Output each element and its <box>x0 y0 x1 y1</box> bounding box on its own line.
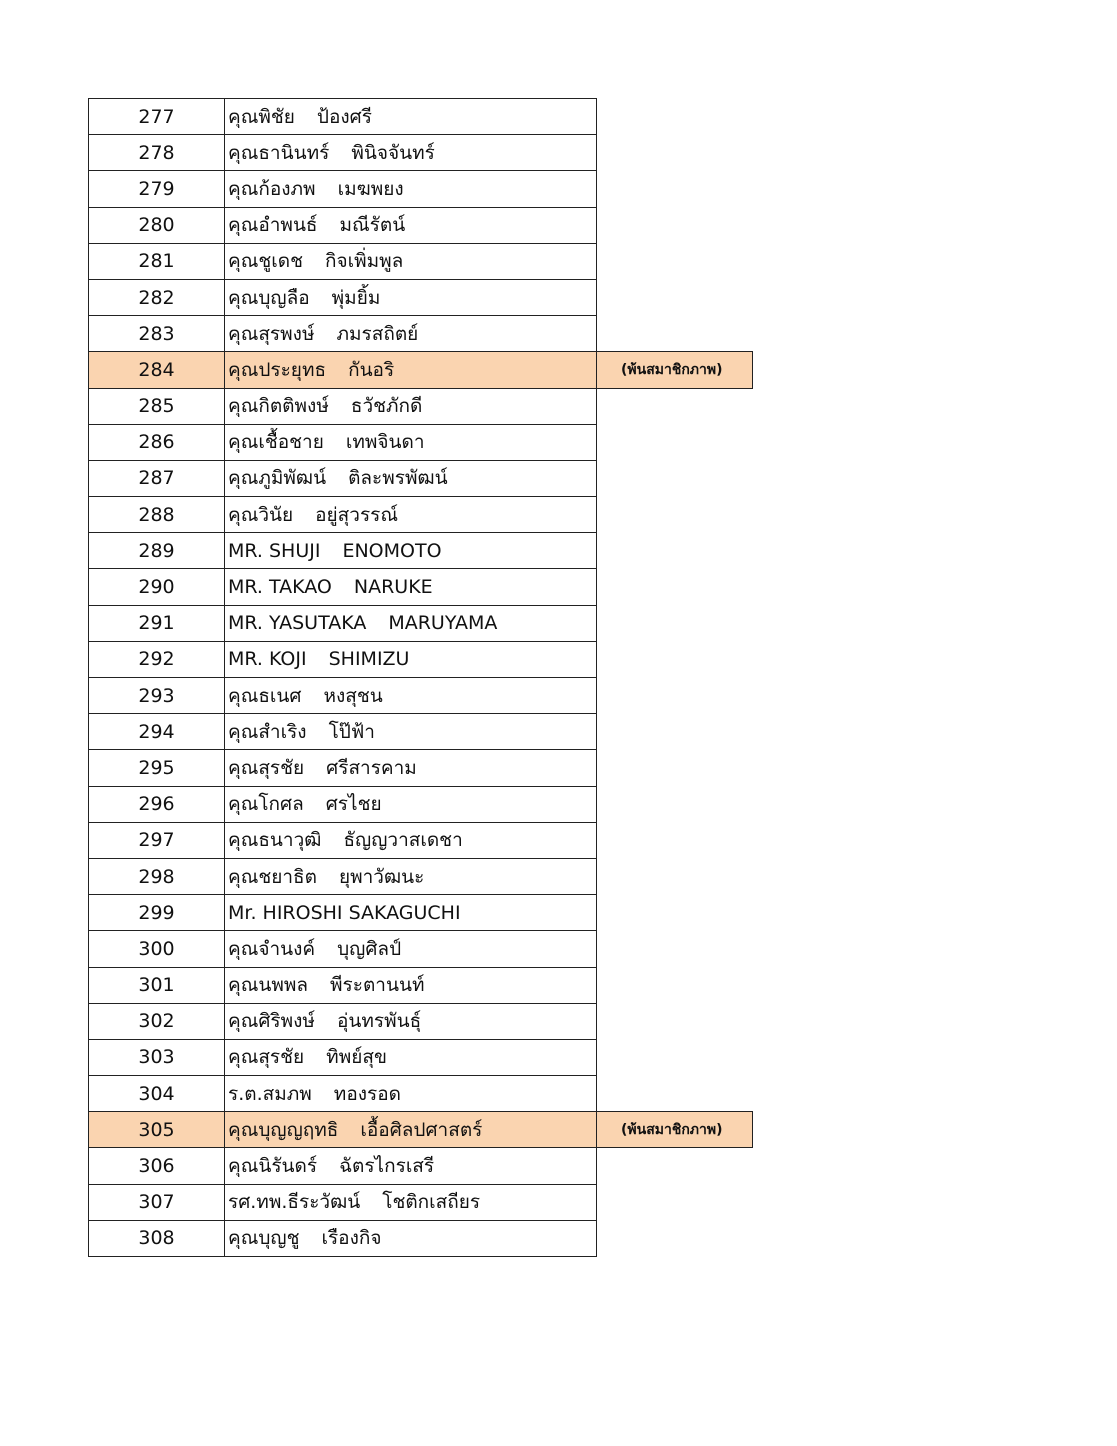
table-row <box>89 714 753 750</box>
member-last-name: โชติกเสถียร <box>382 1191 481 1214</box>
member-first-name: คุณเชื้อชาย <box>228 431 324 454</box>
member-number: 288 <box>89 497 225 533</box>
member-first-name: คุณศิริพงษ์ <box>228 1010 315 1033</box>
table-row <box>89 388 753 424</box>
member-list-body <box>89 99 753 1257</box>
member-number: 293 <box>89 678 225 714</box>
member-last-name: หงสุชน <box>323 684 383 707</box>
member-number: 297 <box>89 822 225 858</box>
member-name <box>225 605 597 641</box>
member-last-name: เมฆพยง <box>337 177 404 200</box>
member-number: 282 <box>89 279 225 315</box>
member-name <box>225 460 597 496</box>
member-name <box>225 316 597 352</box>
member-number: 287 <box>89 460 225 496</box>
member-first-name: คุณก้องภพ <box>228 177 316 200</box>
membership-status-note <box>597 207 753 243</box>
table-row <box>89 641 753 677</box>
table-row <box>89 1003 753 1039</box>
membership-status-note <box>597 714 753 750</box>
member-number: 289 <box>89 533 225 569</box>
member-last-name: เทพจินดา <box>345 431 425 454</box>
member-name <box>225 569 597 605</box>
member-last-name: SHIMIZU <box>328 648 410 671</box>
membership-status-note <box>597 750 753 786</box>
membership-status-note <box>597 605 753 641</box>
member-first-name: คุณประยุทธ <box>228 358 327 381</box>
member-last-name: มณีรัตน์ <box>339 214 406 237</box>
member-first-name: คุณสุรชัย <box>228 1046 305 1069</box>
member-number: 296 <box>89 786 225 822</box>
member-first-name: คุณพิชัย <box>228 105 295 128</box>
member-list-table <box>88 98 753 1257</box>
membership-status-note <box>597 1076 753 1112</box>
member-name <box>225 1076 597 1112</box>
table-row <box>89 135 753 171</box>
membership-status-note <box>597 424 753 460</box>
member-first-name: คุณภูมิพัฒน์ <box>228 467 327 490</box>
member-name <box>225 243 597 279</box>
membership-status-note <box>597 967 753 1003</box>
table-row <box>89 99 753 135</box>
table-row <box>89 424 753 460</box>
member-number: 280 <box>89 207 225 243</box>
member-first-name: คุณนพพล <box>228 974 309 997</box>
member-last-name: ทองรอด <box>333 1082 401 1105</box>
member-number: 277 <box>89 99 225 135</box>
member-last-name: ศรีสารคาม <box>326 756 417 779</box>
member-first-name: คุณจำนงค์ <box>228 937 316 960</box>
member-first-name: รศ.ทพ.ธีระวัฒน์ <box>228 1191 361 1214</box>
member-last-name: MARUYAMA <box>388 612 498 635</box>
member-number: 291 <box>89 605 225 641</box>
table-row <box>89 533 753 569</box>
member-last-name: ธวัชภักดี <box>350 395 423 418</box>
membership-status-note <box>597 895 753 931</box>
member-first-name: MR. KOJI <box>228 648 307 671</box>
member-last-name: อุ่นทรพันธุ์ <box>336 1010 422 1033</box>
member-first-name: ร.ต.สมภพ <box>228 1082 312 1105</box>
member-name <box>225 822 597 858</box>
member-name <box>225 279 597 315</box>
membership-status-note <box>597 1220 753 1256</box>
member-first-name: คุณวินัย <box>228 503 294 526</box>
member-name <box>225 1003 597 1039</box>
membership-status-note <box>597 533 753 569</box>
member-number: 305 <box>89 1112 225 1148</box>
member-number: 295 <box>89 750 225 786</box>
member-first-name: คุณสุรชัย <box>228 756 305 779</box>
member-number: 308 <box>89 1220 225 1256</box>
member-first-name: MR. YASUTAKA <box>228 612 367 635</box>
member-number: 286 <box>89 424 225 460</box>
table-row <box>89 605 753 641</box>
member-last-name: ฉัตรไกรเสรี <box>339 1155 435 1178</box>
member-first-name: คุณบุญญฤทธิ <box>228 1118 339 1141</box>
membership-status-note <box>597 135 753 171</box>
table-row <box>89 460 753 496</box>
member-last-name: ยุพาวัฒนะ <box>338 865 425 888</box>
member-number: 298 <box>89 858 225 894</box>
member-first-name: คุณกิตติพงษ์ <box>228 395 329 418</box>
member-first-name: MR. SHUJI <box>228 539 321 562</box>
membership-status-note <box>597 786 753 822</box>
table-row <box>89 207 753 243</box>
table-row <box>89 1039 753 1075</box>
member-last-name: พุ่มยิ้ม <box>331 286 381 309</box>
member-number: 303 <box>89 1039 225 1075</box>
table-row <box>89 352 753 388</box>
member-number: 307 <box>89 1184 225 1220</box>
member-last-name: ภมรสถิตย์ <box>336 322 419 345</box>
table-row <box>89 750 753 786</box>
member-name <box>225 1220 597 1256</box>
membership-status-note: (พ้นสมาชิกภาพ) <box>597 352 753 388</box>
member-last-name: พีระตานนท์ <box>330 974 425 997</box>
membership-status-note <box>597 388 753 424</box>
member-name <box>225 678 597 714</box>
member-first-name: คุณโกศล <box>228 793 304 816</box>
membership-status-note <box>597 822 753 858</box>
member-number: 294 <box>89 714 225 750</box>
table-row <box>89 895 753 931</box>
member-first-name: คุณบุญชู <box>228 1227 300 1250</box>
table-row <box>89 171 753 207</box>
membership-status-note <box>597 316 753 352</box>
member-name <box>225 424 597 460</box>
member-first-name: คุณธานินทร์ <box>228 141 330 164</box>
member-name <box>225 931 597 967</box>
member-first-name: คุณสุรพงษ์ <box>228 322 315 345</box>
member-name <box>225 388 597 424</box>
member-number: 284 <box>89 352 225 388</box>
membership-status-note <box>597 569 753 605</box>
member-number: 292 <box>89 641 225 677</box>
member-number: 283 <box>89 316 225 352</box>
member-number: 299 <box>89 895 225 931</box>
member-last-name: ทิพย์สุข <box>326 1046 387 1069</box>
table-row <box>89 243 753 279</box>
table-row <box>89 497 753 533</box>
membership-status-note <box>597 1039 753 1075</box>
member-name <box>225 1112 597 1148</box>
member-last-name: โป๊ฟ้า <box>328 720 375 743</box>
member-last-name: อยู่สุวรรณ์ <box>315 503 398 526</box>
table-row <box>89 1112 753 1148</box>
member-name <box>225 750 597 786</box>
membership-status-note: (พ้นสมาชิกภาพ) <box>597 1112 753 1148</box>
member-first-name: คุณธนาวุฒิ <box>228 829 322 852</box>
member-number: 290 <box>89 569 225 605</box>
membership-status-note <box>597 641 753 677</box>
member-number: 306 <box>89 1148 225 1184</box>
member-name <box>225 895 597 931</box>
member-name <box>225 786 597 822</box>
member-last-name: กิจเพิ่มพูล <box>324 250 404 273</box>
member-number: 285 <box>89 388 225 424</box>
member-last-name: เอื้อศิลปศาสตร์ <box>360 1118 483 1141</box>
member-number: 302 <box>89 1003 225 1039</box>
member-first-name: MR. TAKAO <box>228 576 332 599</box>
member-last-name: ศรไชย <box>325 793 382 816</box>
member-first-name: คุณสำเริง <box>228 720 307 743</box>
member-first-name: คุณชยาธิต <box>228 865 317 888</box>
member-first-name: คุณนิรันดร์ <box>228 1155 318 1178</box>
member-name <box>225 171 597 207</box>
member-first-name: คุณบุญลือ <box>228 286 310 309</box>
member-last-name: ENOMOTO <box>342 539 442 562</box>
member-first-name: Mr. HIROSHI SAKAGUCHI <box>228 901 461 924</box>
member-name <box>225 99 597 135</box>
member-first-name: คุณชูเดช <box>228 250 303 273</box>
member-number: 278 <box>89 135 225 171</box>
member-last-name: บุญศิลป์ <box>337 937 402 960</box>
membership-status-note <box>597 243 753 279</box>
table-row <box>89 1148 753 1184</box>
member-name <box>225 714 597 750</box>
member-name <box>225 967 597 1003</box>
member-name <box>225 497 597 533</box>
member-first-name: คุณอำพนธ์ <box>228 214 318 237</box>
membership-status-note <box>597 1184 753 1220</box>
member-name <box>225 1184 597 1220</box>
member-first-name: คุณธเนศ <box>228 684 302 707</box>
member-name <box>225 135 597 171</box>
member-name <box>225 533 597 569</box>
membership-status-note <box>597 858 753 894</box>
table-row <box>89 786 753 822</box>
table-row <box>89 1220 753 1256</box>
table-row <box>89 279 753 315</box>
membership-status-note <box>597 171 753 207</box>
table-row <box>89 1184 753 1220</box>
member-number: 281 <box>89 243 225 279</box>
membership-status-note <box>597 460 753 496</box>
membership-status-note <box>597 678 753 714</box>
table-row <box>89 678 753 714</box>
member-number: 279 <box>89 171 225 207</box>
membership-status-note <box>597 931 753 967</box>
member-last-name: NARUKE <box>353 576 433 599</box>
member-number: 301 <box>89 967 225 1003</box>
table-row <box>89 316 753 352</box>
table-row <box>89 569 753 605</box>
table-row <box>89 1076 753 1112</box>
member-last-name: ป้องศรี <box>316 105 372 128</box>
membership-status-note <box>597 99 753 135</box>
table-row <box>89 858 753 894</box>
membership-status-note <box>597 497 753 533</box>
table-row <box>89 931 753 967</box>
member-name <box>225 207 597 243</box>
member-name <box>225 641 597 677</box>
member-name <box>225 352 597 388</box>
member-last-name: ติละพรพัฒน์ <box>348 467 448 490</box>
member-last-name: กันอริ <box>348 358 395 381</box>
member-name <box>225 1148 597 1184</box>
membership-status-note <box>597 1148 753 1184</box>
member-last-name: พินิจจันทร์ <box>351 141 435 164</box>
table-row <box>89 822 753 858</box>
member-number: 304 <box>89 1076 225 1112</box>
member-name <box>225 858 597 894</box>
member-last-name: เรืองกิจ <box>321 1227 382 1250</box>
table-row <box>89 967 753 1003</box>
membership-status-note <box>597 279 753 315</box>
member-last-name: ธัญญวาสเดชา <box>343 829 463 852</box>
member-number: 300 <box>89 931 225 967</box>
membership-status-note <box>597 1003 753 1039</box>
member-name <box>225 1039 597 1075</box>
